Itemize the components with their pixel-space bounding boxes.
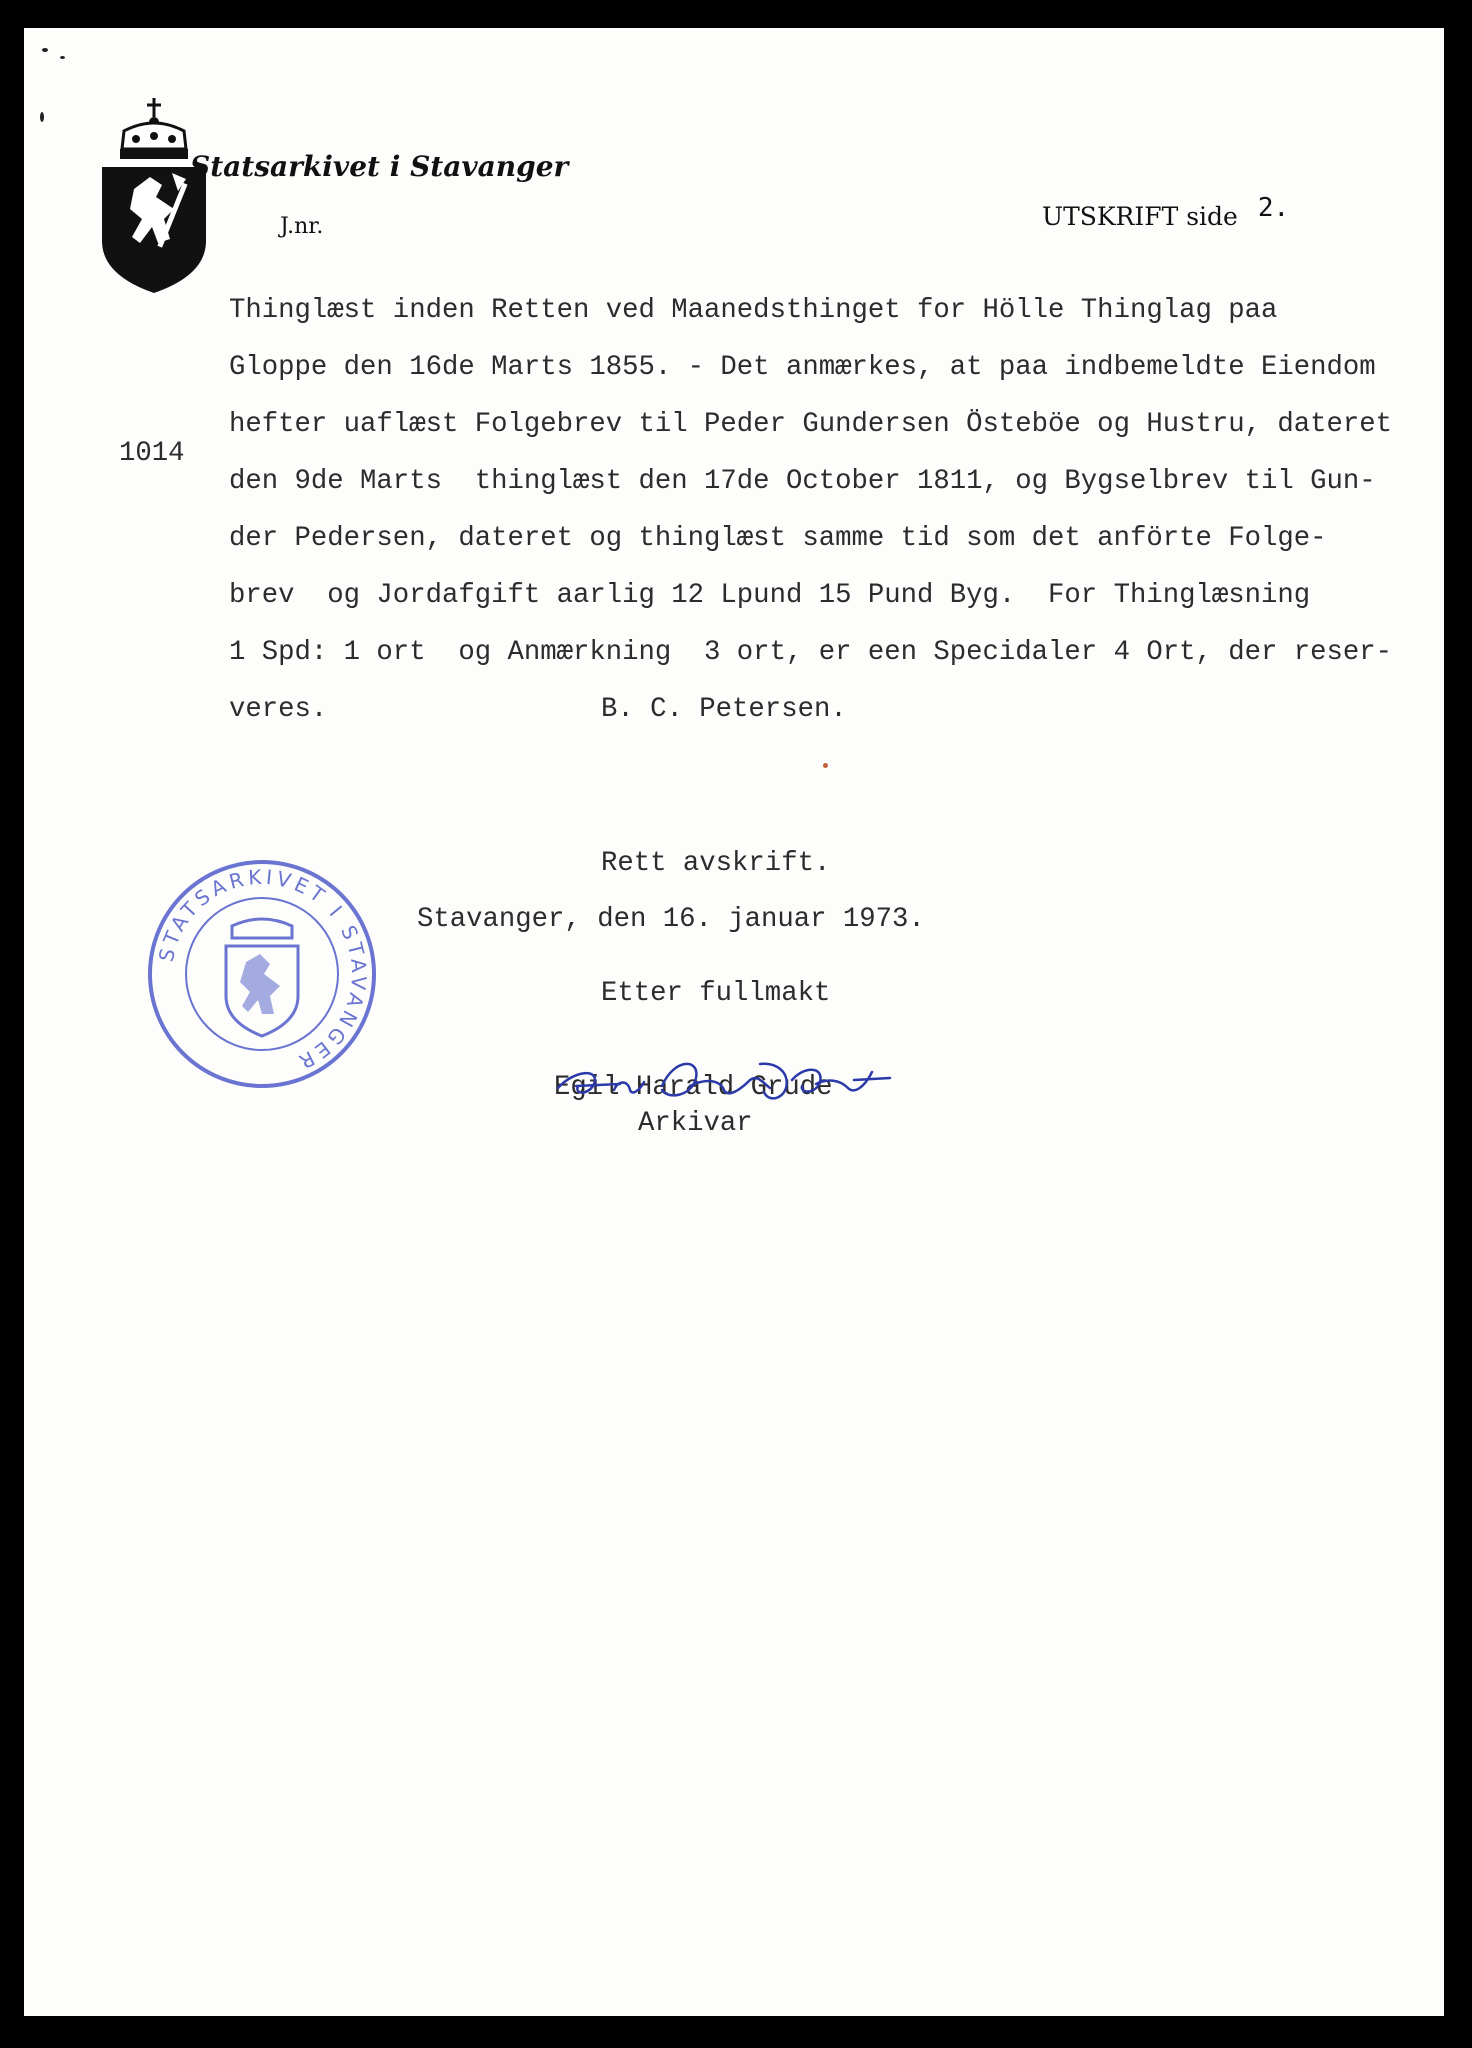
body-line: 1 Spd: 1 ort og Anmærkning 3 ort, er een Specidaler 4 Ort, der reser- [229, 637, 1393, 668]
body-line: den 9de Marts thinglæst den 17de October 1811, og Bygselbrev til Gun- [229, 466, 1376, 497]
coat-of-arms-icon [94, 93, 214, 293]
margin-number: 1014 [119, 438, 185, 469]
body-line: veres. [229, 694, 328, 725]
signatory-name: Egil Harald Grude [554, 1072, 833, 1103]
page-number: 2. [1257, 193, 1290, 223]
stamp-text: STATSARKIVET I STAVANGER [153, 864, 372, 1076]
utskrift-label: UTSKRIFT side [1042, 202, 1238, 231]
ink-speck [823, 763, 828, 768]
document-page [24, 28, 1444, 2016]
body-line: der Pedersen, dateret og thinglæst samme tid som det anförte Folge- [229, 523, 1327, 554]
institution-name: Statsarkivet i Stavanger [190, 150, 569, 183]
original-signature: B. C. Petersen. [601, 694, 847, 725]
certification-title: Rett avskrift. [601, 848, 831, 879]
scan-speck [42, 48, 48, 52]
scan-speck [40, 112, 44, 122]
document-type-label [1042, 193, 1290, 232]
body-line: brev og Jordafgift aarlig 12 Lpund 15 Pund Byg. For Thinglæsning [229, 580, 1311, 611]
scan-speck [60, 56, 65, 59]
body-line: hefter uaflæst Folgebrev til Peder Gundersen Östeböe og Hustru, dateret [229, 409, 1393, 440]
journal-number-label: J.nr. [280, 214, 324, 239]
body-line: Gloppe den 16de Marts 1855. - Det anmærkes, at paa indbemeldte Eiendom [229, 352, 1376, 383]
signatory-role: Arkivar [638, 1108, 753, 1139]
handwritten-signature-icon [554, 1050, 894, 1116]
certification-authority: Etter fullmakt [601, 978, 831, 1009]
certification-place-date: Stavanger, den 16. januar 1973. [417, 904, 925, 935]
archive-stamp [142, 854, 382, 1094]
body-line: Thinglæst inden Retten ved Maanedsthinget for Hölle Thinglag paa [229, 295, 1278, 326]
